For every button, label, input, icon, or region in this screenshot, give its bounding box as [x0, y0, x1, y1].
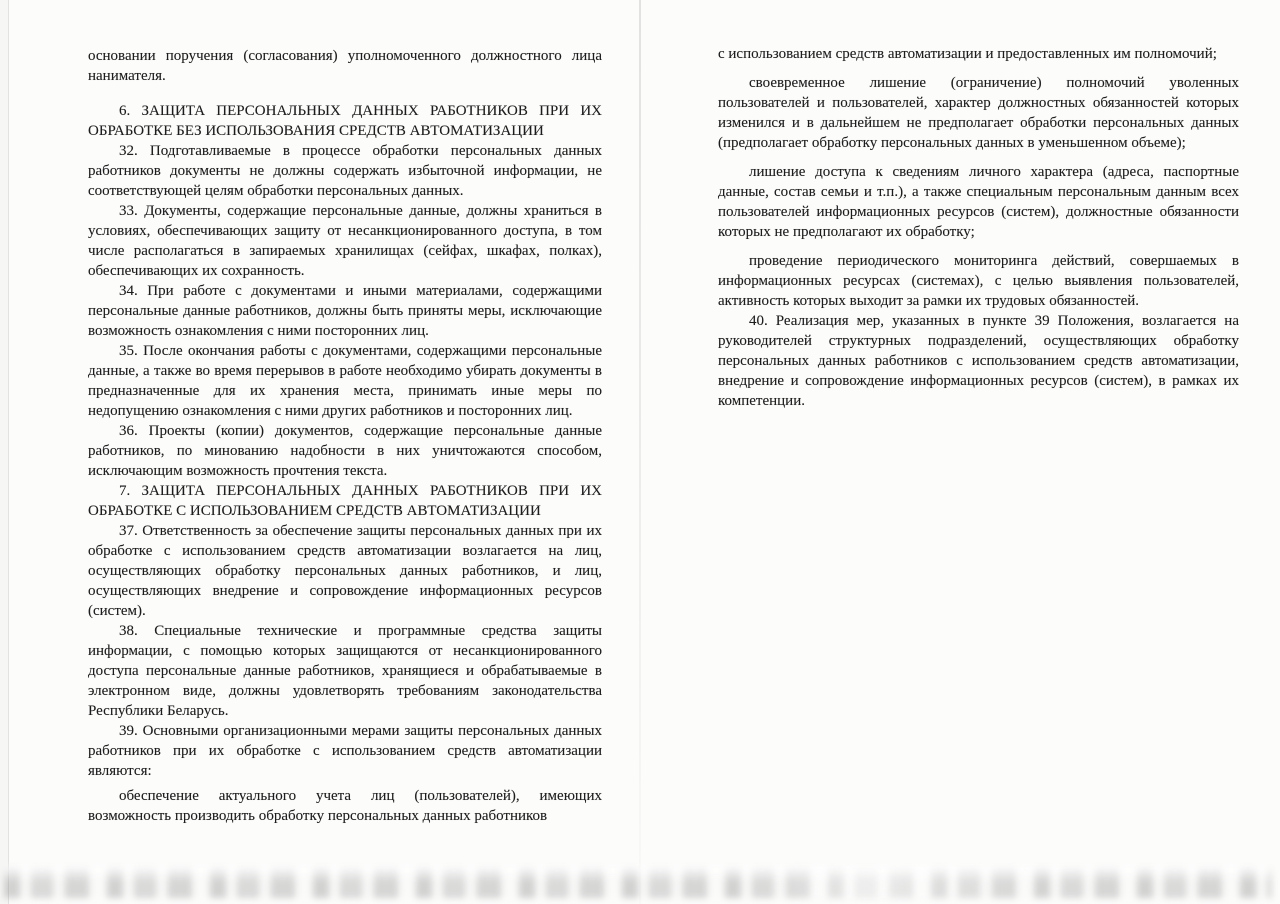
section-heading: 7. ЗАЩИТА ПЕРСОНАЛЬНЫХ ДАННЫХ РАБОТНИКОВ ПРИ ИХ ОБРАБОТКЕ С ИСПОЛЬЗОВАНИЕМ СРЕДСТВ АВТОМАТИЗАЦИИ	[88, 483, 602, 519]
right-page	[718, 44, 1239, 411]
numbered-paragraph: 34. При работе с документами и иными материалами, содержащими персональные данные работников, должны быть приняты меры, исключающие возможность ознакомления с ними посторонних лиц.	[88, 283, 602, 339]
scan-artifact-band	[4, 866, 1272, 898]
numbered-paragraph: 37. Ответственность за обеспечение защиты персональных данных при их обработке с использованием средств автоматизации возлагается на лиц, осуществляющих обработку персональных данных работников, и лиц, осуществляющих внедрение и сопровождение информационных ресурсов (систем).	[88, 523, 602, 619]
list-item-paragraph: обеспечение актуального учета лиц (пользователей), имеющих возможность производить обработку персональных данных работников	[88, 788, 602, 824]
numbered-paragraph: 36. Проекты (копии) документов, содержащие персональные данные работников, по минованию надобности в них уничтожаются способом, исключающим возможность прочтения текста.	[88, 423, 602, 479]
numbered-paragraph: 33. Документы, содержащие персональные данные, должны храниться в условиях, обеспечивающих защиту от несанкционированного доступа, в том числе располагаться в запираемых хранилищах (сейфах, шкафах, полках), обеспечивающих их сохранность.	[88, 203, 602, 279]
numbered-paragraph: 32. Подготавливаемые в процессе обработки персональных данных работников документы не должны содержать избыточной информации, не соответствующей целям обработки персональных данных.	[88, 143, 602, 199]
left-page	[88, 46, 602, 826]
continuation-paragraph: с использованием средств автоматизации и предоставленных им полномочий;	[718, 46, 1217, 62]
numbered-paragraph: 39. Основными организационными мерами защиты персональных данных работников при их обработке с использованием средств автоматизации являются:	[88, 723, 602, 779]
list-item-paragraph: своевременное лишение (ограничение) полномочий уволенных пользователей и пользователей, характер должностных обязанностей которых изменился и в дальнейшем не предполагает обработки персональных данных (предполагает обработку персональных данных в уменьшенном объеме);	[718, 75, 1239, 151]
page-fold-line	[639, 0, 641, 904]
continuation-paragraph: основании поручения (согласования) уполномоченного должностного лица нанимателя.	[88, 48, 602, 84]
list-item-paragraph: лишение доступа к сведениям личного характера (адреса, паспортные данные, состав семьи и т.п.), а также специальным персональным данным всех пользователей информационных ресурсов (систем), должностные обязанности которых не предполагают их обработку;	[718, 164, 1239, 240]
numbered-paragraph: 35. После окончания работы с документами, содержащими персональные данные, а также во время перерывов в работе необходимо убирать документы в предназначенные для их хранения места, принимать иные меры по недопущению ознакомления с ними других работников и посторонних лиц.	[88, 343, 602, 419]
section-heading: 6. ЗАЩИТА ПЕРСОНАЛЬНЫХ ДАННЫХ РАБОТНИКОВ ПРИ ИХ ОБРАБОТКЕ БЕЗ ИСПОЛЬЗОВАНИЯ СРЕДСТВ АВТОМАТИЗАЦИИ	[88, 103, 602, 139]
paper-left-edge	[0, 0, 9, 904]
numbered-paragraph: 40. Реализация мер, указанных в пункте 39 Положения, возлагается на руководителей структурных подразделений, осуществляющих обработку персональных данных работников с использованием средств автоматизации, внедрение и сопровождение информационных ресурсов (систем), в рамках их компетенции.	[718, 313, 1239, 409]
numbered-paragraph: 38. Специальные технические и программные средства защиты информации, с помощью которых защищаются от несанкционированного доступа персональные данные работников, хранящиеся и обрабатываемые в электронном виде, должны удовлетворять требованиям законодательства Республики Беларусь.	[88, 623, 602, 719]
list-item-paragraph: проведение периодического мониторинга действий, совершаемых в информационных ресурсах (системах), с целью выявления пользователей, активность которых выходит за рамки их трудовых обязанностей.	[718, 253, 1239, 309]
